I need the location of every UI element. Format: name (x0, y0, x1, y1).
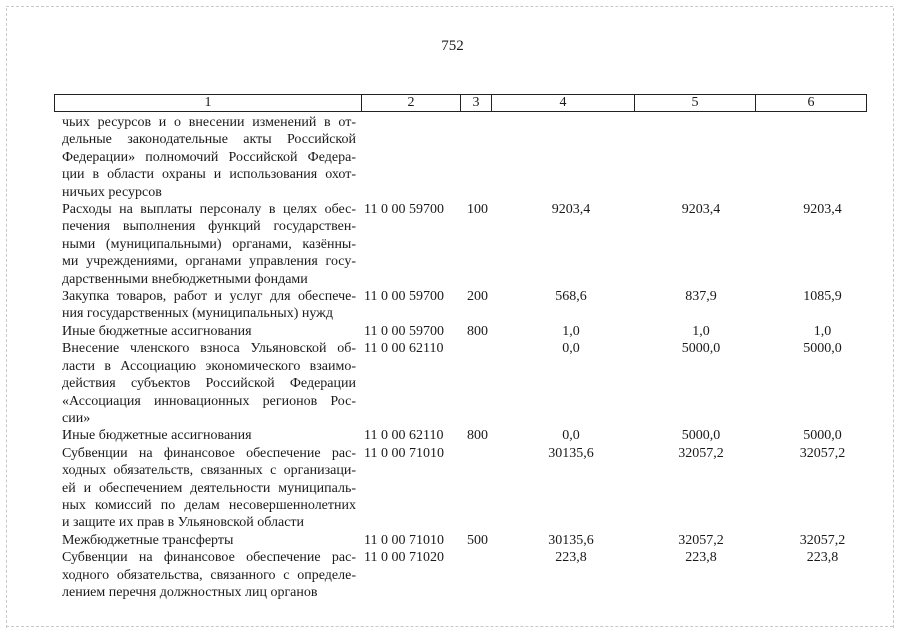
description-line: и защите их прав в Ульяновской области (62, 515, 305, 531)
row-value-5: 1,0 (692, 323, 710, 339)
description-line: чьих ресурсов и о внесении изменений в от- (62, 115, 356, 130)
description-line: ничьих ресурсов (62, 184, 162, 200)
table-row (54, 532, 854, 549)
column-header-table (54, 94, 867, 112)
row-description (54, 340, 358, 427)
description-line: дарственными внебюджетными фондами (62, 271, 308, 287)
description-line: сии» (62, 410, 91, 426)
row-description (54, 114, 358, 201)
table-body (54, 114, 854, 601)
description-line: дельные законодательные акты Российской (62, 132, 356, 148)
row-value-5: 223,8 (685, 550, 717, 566)
description-line: ных комиссий по делам несовершеннолетних (62, 497, 356, 513)
row-value-5: 5000,0 (681, 428, 721, 444)
table-row (54, 288, 854, 323)
column-header-5: 5 (635, 95, 756, 112)
row-type: 800 (467, 323, 488, 339)
description-line: ходных обязательств, связанных с организаци- (62, 463, 356, 479)
row-value-4: 223,8 (555, 550, 587, 566)
row-value-4: 568,6 (555, 289, 587, 305)
scan-edge-top (6, 6, 893, 7)
row-value-6: 9203,4 (803, 202, 842, 218)
row-type: 200 (467, 289, 488, 305)
description-line: Закупка товаров, работ и услуг для обеспече- (62, 289, 356, 305)
row-code: 11 0 00 62110 (364, 428, 444, 444)
row-description (54, 288, 358, 323)
table-row (54, 340, 854, 427)
row-value-6: 1,0 (813, 323, 832, 339)
row-value-5: 837,9 (685, 289, 717, 305)
table-row (54, 549, 854, 601)
column-header-3: 3 (461, 95, 492, 112)
row-value-4: 30135,6 (548, 532, 594, 548)
description-line: ния государственных (муниципальных) нужд (62, 306, 333, 322)
description-line: Субвенции на финансовое обеспечение рас- (62, 445, 356, 461)
description-line: Иные бюджетные ассигнования (62, 323, 252, 339)
description-line: Межбюджетные трансферты (62, 532, 234, 548)
row-type: 800 (467, 428, 488, 444)
row-value-6: 32057,2 (799, 445, 846, 461)
row-type: 100 (467, 202, 488, 218)
row-code: 11 0 00 59700 (364, 202, 444, 218)
row-description (54, 201, 358, 288)
description-line: ласти в Ассоциацию экономического взаимо- (62, 358, 356, 374)
description-line: «Ассоциация инновационных регионов Рос- (62, 393, 356, 409)
row-code: 11 0 00 59700 (364, 323, 444, 339)
row-description (54, 323, 358, 340)
row-code: 11 0 00 71010 (364, 445, 444, 461)
description-line: Федерации» полномочий Российской Федера- (62, 149, 356, 165)
row-value-4: 1,0 (562, 323, 580, 339)
scan-edge-bottom (6, 626, 893, 627)
page-number: 752 (441, 38, 464, 54)
row-value-4: 9203,4 (551, 202, 591, 218)
row-type: 500 (467, 532, 488, 548)
row-code: 11 0 00 59700 (364, 289, 444, 305)
table-row (54, 445, 854, 532)
description-line: ми учреждениями, органами управления госу- (62, 254, 356, 270)
row-description (54, 427, 358, 444)
row-value-4: 30135,6 (548, 445, 594, 461)
table-row (54, 427, 854, 444)
column-header-row (55, 95, 867, 112)
column-header-1: 1 (55, 95, 362, 112)
row-value-6: 5000,0 (803, 428, 842, 444)
row-value-5: 32057,2 (678, 445, 724, 461)
row-value-6: 32057,2 (799, 532, 846, 548)
row-value-5: 32057,2 (678, 532, 724, 548)
description-line: ции в области охраны и использования охот- (62, 167, 356, 183)
row-value-6: 223,8 (806, 550, 839, 566)
description-line: Субвенции на финансовое обеспечение рас- (62, 550, 356, 566)
column-header-2: 2 (362, 95, 461, 112)
row-value-6: 5000,0 (803, 341, 842, 357)
description-line: печения выполнения функций государствен- (62, 219, 356, 235)
row-value-6: 1085,9 (803, 289, 842, 305)
description-line: Внесение членского взноса Ульяновской об- (62, 341, 356, 357)
scan-edge-left (6, 8, 7, 628)
description-line: Расходы на выплаты персоналу в целях обес- (62, 202, 356, 218)
table-row (54, 323, 854, 340)
row-value-5: 9203,4 (681, 202, 721, 218)
table-row (54, 201, 854, 288)
row-value-4: 0,0 (562, 341, 580, 357)
description-line: Иные бюджетные ассигнования (62, 428, 252, 444)
description-line: ходного обязательства, связанного с определе- (62, 567, 356, 583)
column-header-6: 6 (756, 95, 867, 112)
row-value-4: 0,0 (562, 428, 580, 444)
description-line: ными (муниципальными) органами, казённы- (62, 236, 356, 252)
column-header-4: 4 (492, 95, 635, 112)
table-row (54, 114, 854, 201)
description-line: ей и обеспечением деятельности муниципаль- (62, 480, 356, 496)
row-description (54, 549, 358, 601)
description-line: действия субъектов Российской Федерации (62, 376, 356, 392)
row-code: 11 0 00 71010 (364, 532, 444, 548)
scan-edge-right (893, 8, 894, 628)
row-value-5: 5000,0 (681, 341, 721, 357)
description-line: лением перечня должностных лиц органов (62, 584, 318, 600)
row-code: 11 0 00 71020 (364, 550, 444, 566)
row-code: 11 0 00 62110 (364, 341, 444, 357)
row-description (54, 532, 358, 549)
row-description (54, 445, 358, 532)
